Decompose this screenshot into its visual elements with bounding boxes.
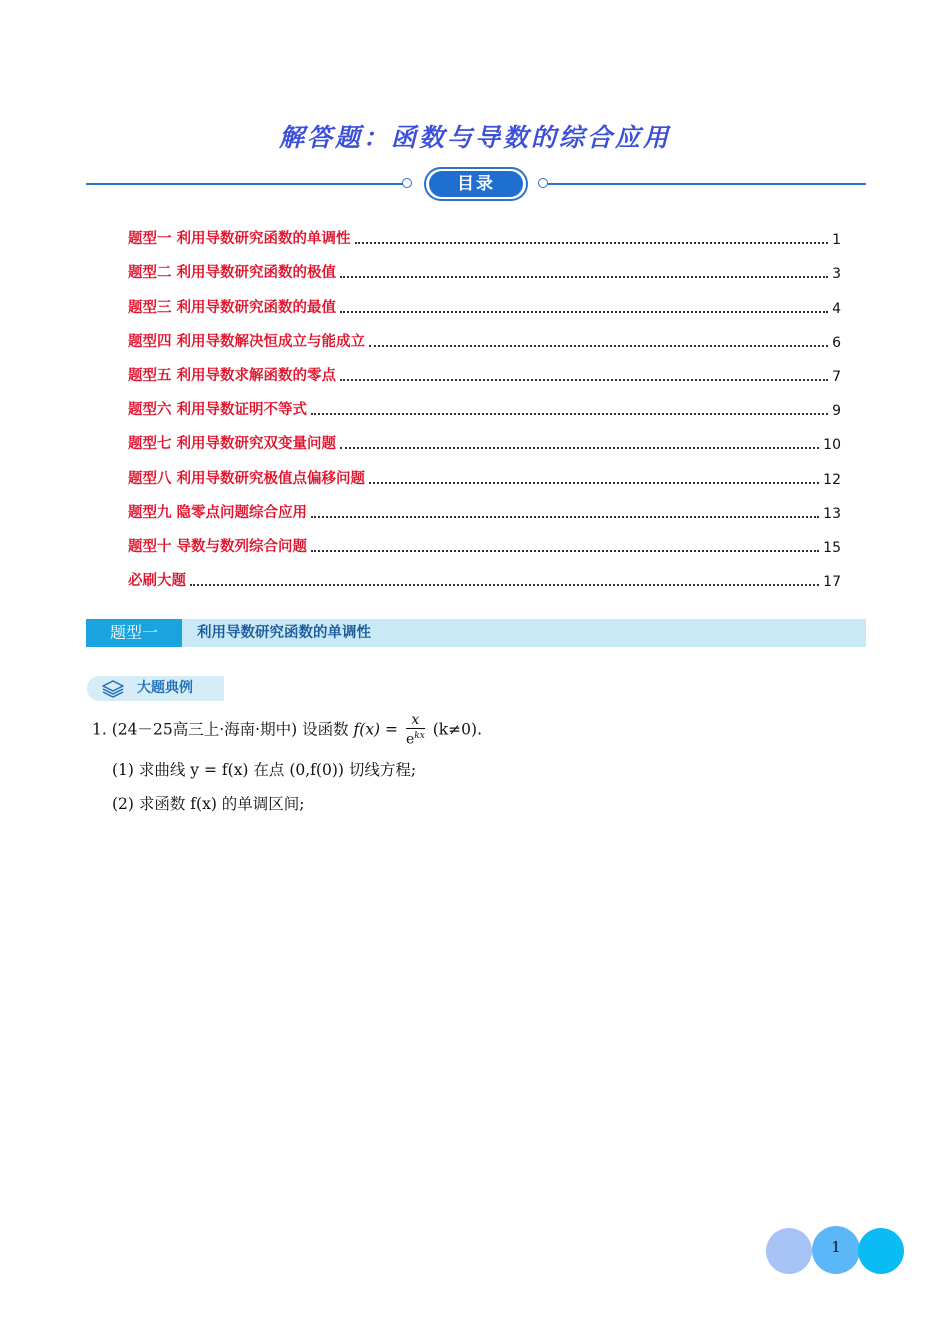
toc-leader	[311, 549, 819, 552]
toc-entry-page: 1	[832, 232, 841, 249]
toc-entry[interactable]	[128, 419, 841, 453]
toc-entry[interactable]	[128, 214, 841, 248]
page-decor-circle	[766, 1228, 812, 1274]
toc-leader	[369, 481, 819, 484]
question-text: 设函数	[302, 720, 349, 739]
toc-leader	[340, 275, 828, 278]
toc-leader	[311, 515, 819, 518]
page-number: 1	[831, 1238, 841, 1256]
question-source: (24－25高三上·海南·期中)	[111, 720, 298, 739]
toc-leader	[340, 310, 828, 313]
exp-power: kx	[414, 731, 425, 741]
sub-question-2: (2) 求函数 f(x) 的单调区间;	[112, 795, 305, 813]
toc-entry-label: 题型一 利用导数研究函数的单调性	[128, 231, 351, 248]
toc-entry[interactable]	[128, 522, 841, 556]
question-number: 1.	[92, 720, 107, 739]
layers-icon	[101, 679, 125, 703]
toc-entry-label: 必刷大题	[128, 573, 186, 590]
toc-entry-label: 题型十 导数与数列综合问题	[128, 538, 308, 555]
toc-leader	[340, 378, 828, 381]
toc-entry-page: 13	[823, 505, 841, 522]
toc-leader	[340, 446, 819, 449]
toc-entry-page: 15	[823, 539, 841, 556]
toc-entry[interactable]	[128, 453, 841, 487]
toc-entry-label: 题型三 利用导数研究函数的最值	[128, 299, 337, 316]
toc-entry[interactable]	[128, 385, 841, 419]
toc-divider-dot-right	[538, 178, 548, 188]
question-condition: (k≠0).	[432, 720, 482, 739]
toc-entry-page: 9	[832, 403, 841, 420]
section-tag: 题型一	[86, 619, 182, 647]
toc-entry-page: 12	[823, 471, 841, 488]
toc-leader	[355, 241, 829, 244]
toc-entry-label: 题型九 隐零点问题综合应用	[128, 504, 308, 521]
example-label	[87, 676, 224, 701]
question-stem	[92, 713, 482, 748]
document-title: 解答题：函数与导数的综合应用	[278, 123, 671, 152]
toc-entry[interactable]	[128, 351, 841, 385]
toc-entry-label: 题型二 利用导数研究函数的极值	[128, 265, 337, 282]
function-expression: f(x) =	[353, 720, 399, 739]
fraction-denominator	[406, 729, 425, 748]
table-of-contents	[128, 214, 841, 590]
fraction	[406, 713, 425, 748]
sub-question-1: (1) 求曲线 y = f(x) 在点 (0,f(0)) 切线方程;	[112, 761, 417, 779]
toc-entry-label: 题型八 利用导数研究极值点偏移问题	[128, 470, 366, 487]
example-label-text: 大题典例	[137, 680, 193, 696]
page-decor-circle	[858, 1228, 904, 1274]
toc-entry[interactable]	[128, 556, 841, 590]
toc-entry-label: 题型五 利用导数求解函数的零点	[128, 367, 337, 384]
fraction-numerator: x	[406, 713, 425, 729]
toc-entry-label: 题型七 利用导数研究双变量问题	[128, 436, 337, 453]
toc-entry-page: 4	[832, 300, 841, 317]
toc-entry[interactable]	[128, 317, 841, 351]
toc-entry-page: 7	[832, 368, 841, 385]
section-header	[86, 619, 866, 647]
toc-leader	[190, 583, 819, 586]
toc-entry-page: 3	[832, 266, 841, 283]
toc-divider-left	[86, 183, 404, 185]
exp-base: e	[405, 731, 415, 748]
toc-divider-right	[548, 183, 866, 185]
toc-entry-page: 17	[823, 574, 841, 591]
toc-entry-page: 10	[823, 437, 841, 454]
section-title: 利用导数研究函数的单调性	[197, 625, 371, 641]
toc-entry[interactable]	[128, 488, 841, 522]
toc-entry-label: 题型四 利用导数解决恒成立与能成立	[128, 333, 366, 350]
toc-heading: 目录	[429, 171, 523, 197]
toc-divider-dot-left	[402, 178, 412, 188]
toc-entry-page: 6	[832, 334, 841, 351]
toc-leader	[369, 344, 828, 347]
toc-entry[interactable]	[128, 248, 841, 282]
toc-entry[interactable]	[128, 282, 841, 316]
toc-leader	[311, 412, 828, 415]
toc-entry-label: 题型六 利用导数证明不等式	[128, 402, 308, 419]
